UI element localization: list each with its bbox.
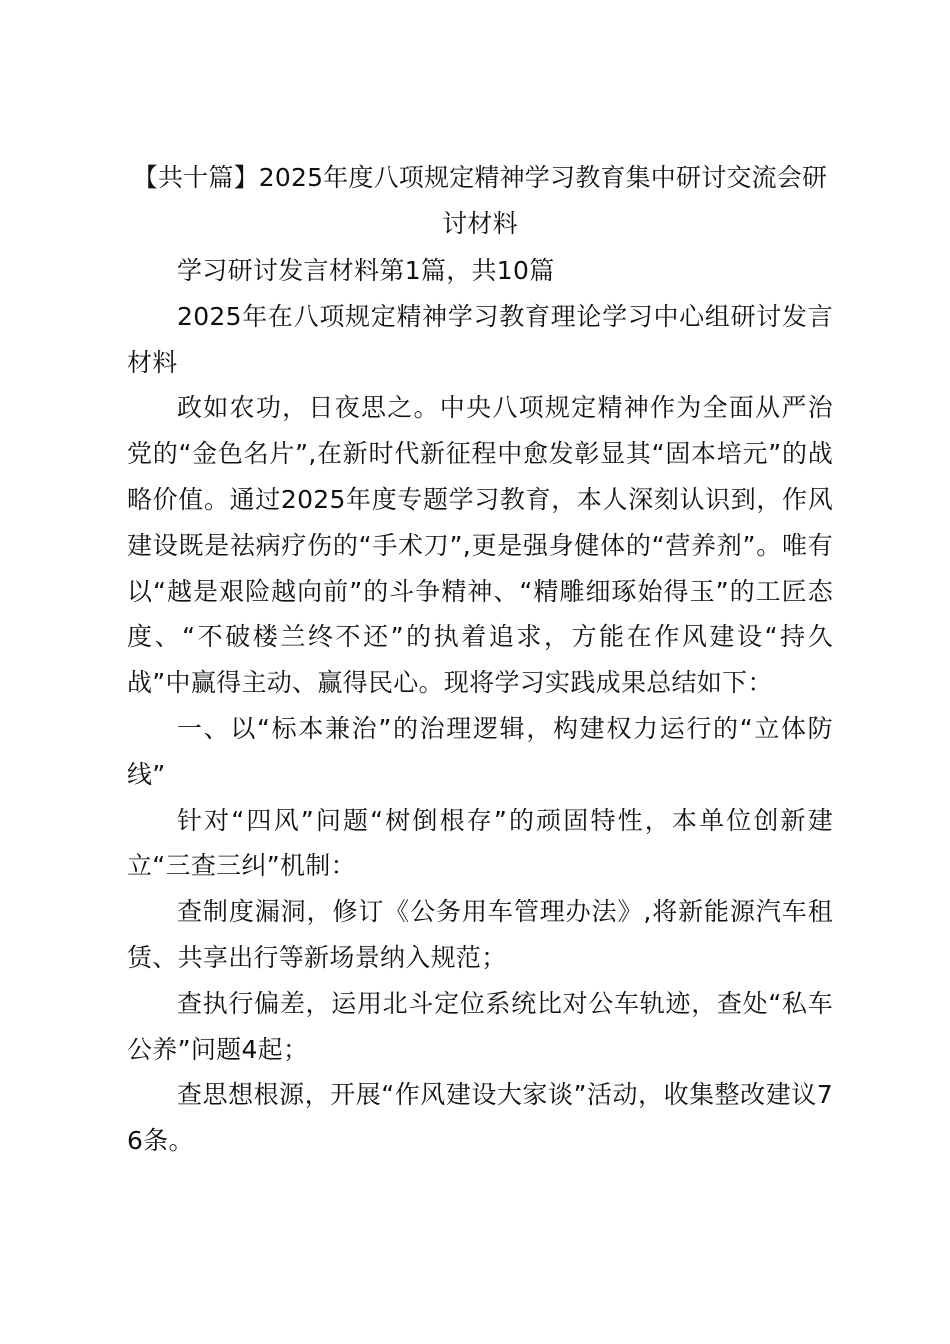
section-heading-1: 一、以“标本兼治”的治理逻辑，构建权力运行的“立体防线” (127, 713, 833, 789)
paragraph-series-info: 学习研讨发言材料第1篇，共10篇 (177, 256, 555, 285)
paragraph-check-system: 查制度漏洞，修订《公务用车管理办法》,将新能源汽车租赁、共享出行等新场景纳入规范； (127, 897, 833, 972)
paragraph-mechanism: 针对“四风”问题“树倒根存”的顽固特性，本单位创新建立“三查三纠”机制： (127, 805, 833, 881)
document-body (127, 150, 833, 1164)
paragraph-intro: 政如农功，日夜思之。中央八项规定精神作为全面从严治党的“金色名片”,在新时代新征程中愈发彰显其“固本培元”的战略价值。通过2025年度专题学习教育，本人深刻认识到，作风建设既是祛病疗伤的“手术刀”,更是强身健体的“营养剂”。唯有以“越是艰险越向前”的斗争精神、“精雕细琢始得玉”的工匠态度、“不破楼兰终不还”的执着追求，方能在作风建设“持久战”中赢得主动、赢得民心。现将学习实践成果总结如下： (127, 393, 833, 698)
document-title: 【共十篇】2025年度八项规定精神学习教育集中研讨交流会研讨材料 (132, 163, 828, 238)
paragraph-check-thinking: 查思想根源，开展“作风建设大家谈”活动，收集整改建议76条。 (127, 1080, 833, 1156)
paragraph-subtitle: 2025年在八项规定精神学习教育理论学习中心组研讨发言材料 (127, 301, 833, 377)
paragraph-check-execution: 查执行偏差，运用北斗定位系统比对公车轨迹，查处“私车公养”问题4起； (127, 988, 833, 1064)
